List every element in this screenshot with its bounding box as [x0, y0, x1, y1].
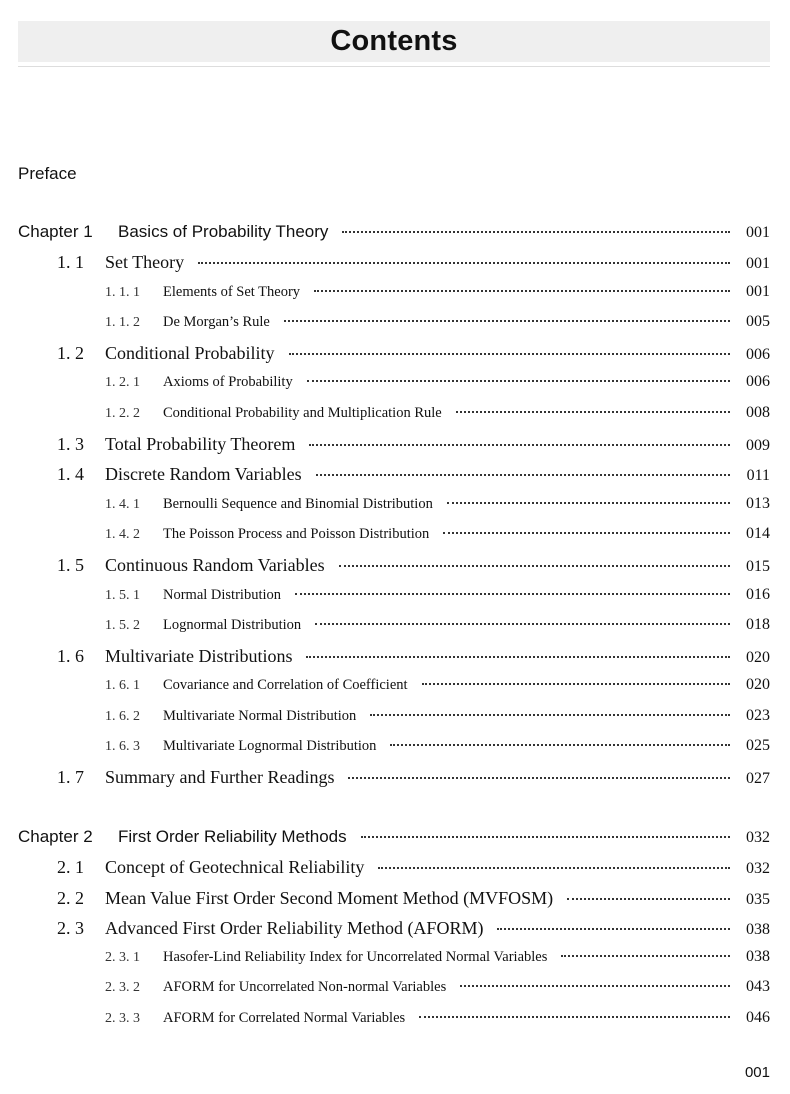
leader-dots — [460, 985, 730, 987]
leader-dots — [370, 714, 730, 716]
toc-section-entry[interactable] — [18, 343, 770, 373]
entry-number: 1. 3 — [57, 434, 84, 455]
toc-section-entry[interactable] — [18, 434, 770, 464]
toc-section-entry[interactable] — [18, 646, 770, 676]
entry-number: 1. 4 — [57, 464, 84, 485]
entry-page: 013 — [746, 494, 770, 512]
entry-page: 008 — [746, 403, 770, 421]
toc-subsection-entry[interactable] — [18, 373, 770, 403]
entry-page: 023 — [746, 706, 770, 724]
entry-title: Summary and Further Readings — [105, 767, 335, 788]
entry-number: 1. 5. 1 — [105, 587, 140, 603]
entry-number: 1. 4. 1 — [105, 496, 140, 512]
entry-title: Multivariate Normal Distribution — [163, 707, 357, 724]
toc-subsection-entry[interactable] — [18, 707, 770, 737]
leader-dots — [295, 593, 730, 595]
header-divider — [18, 66, 770, 67]
toc-subsection-entry[interactable] — [18, 1009, 770, 1039]
entry-number: 1. 6. 1 — [105, 678, 140, 694]
leader-dots — [339, 565, 730, 567]
entry-title: Continuous Random Variables — [105, 555, 325, 576]
entry-title: Conditional Probability and Multiplication Rule — [163, 404, 442, 421]
entry-title: Multivariate Lognormal Distribution — [163, 738, 377, 755]
entry-number: 1. 2. 2 — [105, 405, 140, 421]
leader-dots — [309, 444, 730, 446]
entry-title: Basics of Probability Theory — [118, 222, 329, 241]
entry-number: 1. 1. 2 — [105, 314, 140, 330]
leader-dots — [419, 1016, 730, 1018]
entry-page: 005 — [746, 312, 770, 330]
leader-dots — [307, 380, 730, 382]
entry-page: 018 — [746, 615, 770, 633]
entry-page: 020 — [746, 649, 770, 667]
entry-title: Hasofer-Lind Reliability Index for Uncorrelated Normal Variables — [163, 949, 548, 966]
entry-page: 038 — [746, 920, 770, 938]
toc-section-entry[interactable] — [18, 767, 770, 797]
toc-subsection-entry[interactable] — [18, 495, 770, 525]
entry-title: Lognormal Distribution — [163, 616, 302, 633]
entry-number: 1. 2 — [57, 343, 84, 364]
leader-dots — [315, 623, 730, 625]
toc-subsection-entry[interactable] — [18, 313, 770, 343]
entry-number: 1. 6 — [57, 646, 84, 667]
entry-page: 043 — [746, 978, 770, 996]
entry-page: 001 — [746, 224, 770, 241]
page-title: Contents — [330, 25, 458, 57]
entry-title: Set Theory — [105, 252, 185, 273]
entry-page: 016 — [746, 585, 770, 603]
leader-dots — [422, 683, 730, 685]
entry-page: 025 — [746, 737, 770, 755]
entry-number: 2. 1 — [57, 857, 84, 878]
toc-chapter-entry[interactable] — [18, 222, 770, 252]
entry-number: 2. 3. 2 — [105, 980, 140, 996]
entry-title: Multivariate Distributions — [105, 646, 293, 667]
entry-number: 1. 5. 2 — [105, 617, 140, 633]
chapter-1-toc — [18, 222, 770, 798]
toc-subsection-entry[interactable] — [18, 737, 770, 767]
entry-page: 038 — [746, 948, 770, 966]
entry-page: 032 — [746, 860, 770, 878]
entry-title: Axioms of Probability — [163, 374, 293, 391]
leader-dots — [443, 532, 730, 534]
entry-title: Advanced First Order Reliability Method (AFORM) — [105, 917, 484, 938]
entry-title: AFORM for Uncorrelated Non-normal Variables — [163, 979, 447, 996]
entry-title: Concept of Geotechnical Reliability — [105, 857, 365, 878]
toc-preface-link[interactable]: Preface — [18, 164, 77, 183]
entry-page: 006 — [746, 346, 770, 364]
leader-dots — [348, 777, 730, 779]
toc-subsection-entry[interactable] — [18, 283, 770, 313]
leader-dots — [567, 898, 730, 900]
entry-number: 2. 2 — [57, 887, 84, 908]
entry-title: Bernoulli Sequence and Binomial Distribution — [163, 495, 433, 512]
entry-page: 011 — [746, 467, 770, 485]
entry-number: 1. 6. 3 — [105, 739, 140, 755]
entry-number: 1. 2. 1 — [105, 375, 140, 391]
entry-title: The Poisson Process and Poisson Distribution — [163, 525, 430, 542]
entry-title: Total Probability Theorem — [105, 434, 296, 455]
toc-section-entry[interactable] — [18, 888, 770, 918]
entry-number: 2. 3 — [57, 917, 84, 938]
entry-number: 1. 1 — [57, 252, 84, 273]
leader-dots — [316, 474, 730, 476]
entry-page: 020 — [746, 676, 770, 694]
leader-dots — [306, 656, 730, 658]
entry-page: 027 — [746, 770, 770, 788]
entry-page: 032 — [746, 829, 770, 846]
entry-title: First Order Reliability Methods — [118, 827, 347, 846]
toc-subsection-entry[interactable] — [18, 948, 770, 978]
entry-number: 1. 5 — [57, 555, 84, 576]
leader-dots — [378, 867, 730, 869]
toc-subsection-entry[interactable] — [18, 404, 770, 434]
entry-title: Mean Value First Order Second Moment Method (MVFOSM) — [105, 887, 554, 908]
leader-dots — [314, 290, 730, 292]
entry-title: AFORM for Correlated Normal Variables — [163, 1009, 406, 1026]
entry-number: 1. 4. 2 — [105, 526, 140, 542]
toc-subsection-entry[interactable] — [18, 586, 770, 616]
toc-subsection-entry[interactable] — [18, 616, 770, 646]
entry-title: Covariance and Correlation of Coefficient — [163, 677, 408, 694]
entry-page: 001 — [746, 255, 770, 273]
toc-section-entry[interactable] — [18, 857, 770, 887]
entry-number: 2. 3. 3 — [105, 1010, 140, 1026]
toc-section-entry[interactable] — [18, 252, 770, 282]
entry-page: 009 — [746, 437, 770, 455]
leader-dots — [497, 928, 730, 930]
toc-section-entry[interactable] — [18, 918, 770, 948]
entry-number: Chapter 1 — [18, 222, 93, 241]
entry-title: Normal Distribution — [163, 586, 282, 603]
toc-subsection-entry[interactable] — [18, 978, 770, 1008]
toc-chapter-entry[interactable] — [18, 827, 770, 857]
entry-page: 015 — [746, 558, 770, 576]
entry-number: 2. 3. 1 — [105, 950, 140, 966]
entry-number: Chapter 2 — [18, 827, 93, 846]
entry-title: Discrete Random Variables — [105, 464, 302, 485]
leader-dots — [289, 353, 731, 355]
entry-page: 046 — [746, 1008, 770, 1026]
entry-title: De Morgan’s Rule — [163, 313, 270, 330]
entry-page: 014 — [746, 524, 770, 542]
leader-dots — [561, 955, 730, 957]
entry-title: Elements of Set Theory — [163, 283, 301, 300]
entry-page: 001 — [746, 282, 770, 300]
page-number: 001 — [744, 1064, 770, 1081]
leader-dots — [284, 320, 730, 322]
leader-dots — [456, 411, 730, 413]
toc-subsection-entry[interactable] — [18, 525, 770, 555]
entry-page: 035 — [746, 890, 770, 908]
contents-header — [18, 21, 770, 62]
chapter-2-toc — [18, 827, 770, 1039]
leader-dots — [447, 502, 730, 504]
entry-number: 1. 7 — [57, 767, 84, 788]
toc-section-entry[interactable] — [18, 464, 770, 494]
leader-dots — [198, 262, 730, 264]
toc-subsection-entry[interactable] — [18, 676, 770, 706]
leader-dots — [342, 231, 730, 233]
entry-number: 1. 1. 1 — [105, 284, 140, 300]
entry-number: 1. 6. 2 — [105, 708, 140, 724]
entry-page: 006 — [746, 373, 770, 391]
leader-dots — [361, 836, 730, 838]
entry-title: Conditional Probability — [105, 343, 275, 364]
leader-dots — [390, 744, 730, 746]
toc-section-entry[interactable] — [18, 555, 770, 585]
